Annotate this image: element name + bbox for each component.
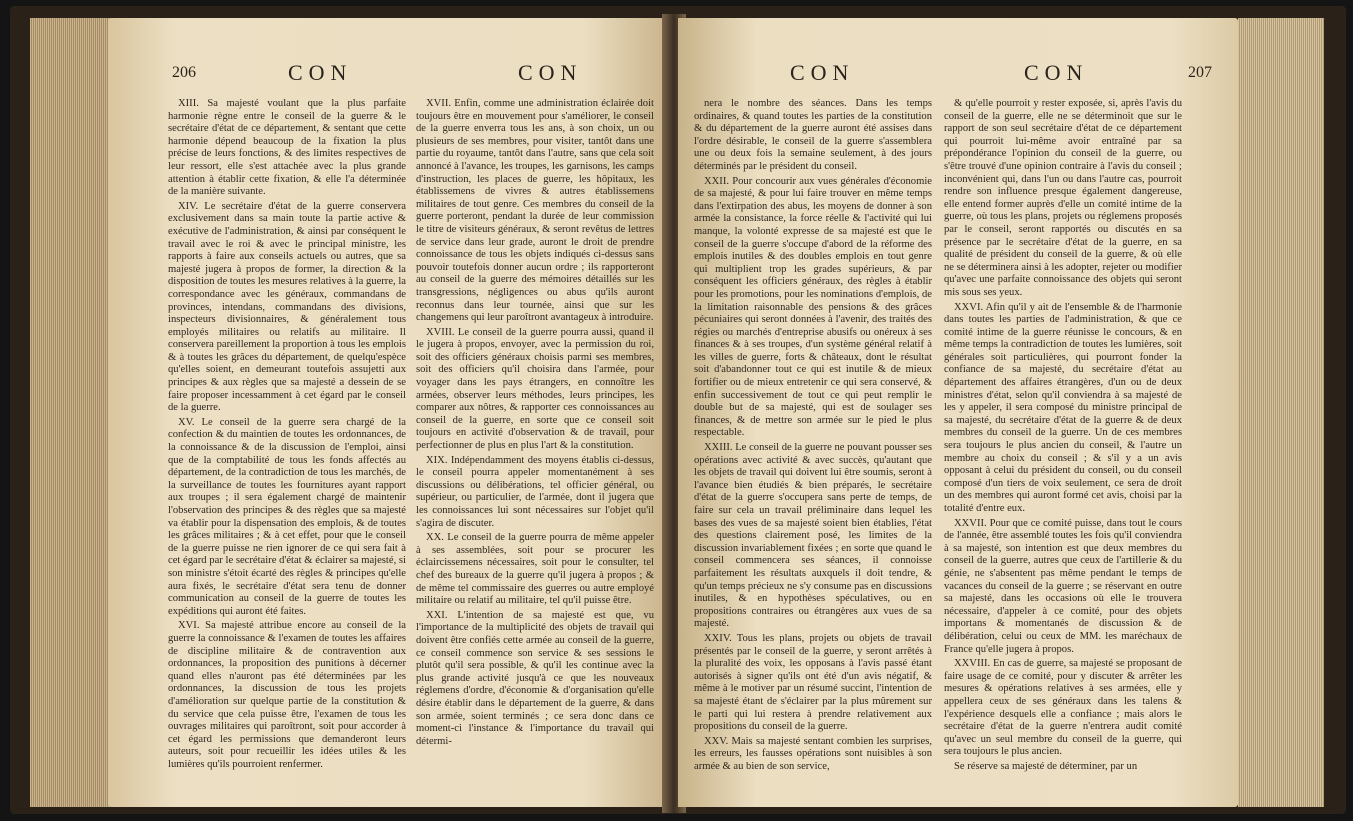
right-page	[678, 18, 1238, 807]
right-page-header	[678, 60, 1238, 90]
paragraph: XIX. Indépendamment des moyens établis ci-dessus, le conseil pourra appeler momentanément à ses discussions ou délibérations, tel officier général, ou supérieur, ou particulier, de l'armée, dont il jugera que les connoissances lui sont nécessaires sur l'objet qu'il s'agira de discuter.	[416, 454, 654, 529]
right-column-1	[694, 98, 932, 785]
right-header-word-2: CON	[1024, 60, 1089, 85]
right-column-2	[944, 98, 1182, 785]
left-page	[108, 18, 668, 807]
paragraph: XXVI. Afin qu'il y ait de l'ensemble & de l'harmonie dans toutes les parties de l'administration, & que ce comité intime de la guerre réunisse le concours, & en même temps la contradiction de toutes les lumières, soit générales soit particulières, qui pourront fonder la confiance de sa majesté, du secrétaire d'état au département des affaires étrangères, d'un ou de deux ministres d'état, selon qu'il conviendra à sa majesté de les y appeler, il sera composé du ministre principal de sa majesté, du secrétaire d'état de la guerre & de deux membres du conseil de la guerre. Un de ces membres sera toujours le plus ancien du conseil, & l'autre un membre au choix du conseil ; & s'il y a un avis opposant à celui du président du conseil, ou du conseil composé d'un tiers de voix seulement, ce sera de droit un des membres qui auront formé cet avis, choisi par la totalité d'entre eux.	[944, 301, 1182, 514]
paragraph: & qu'elle pourroit y rester exposée, si, après l'avis du conseil de la guerre, elle ne se déterminoit que sur le rapport de son seul secrétaire d'état de ce département qui pourroit lui-même avoir entraîné par sa prépondérance l'opinion du conseil de la guerre, ou s'être trouvé d'une opinion contraire à l'avis du conseil ; inconvénient qui, dans l'un ou dans l'autre cas, pourroit rendre son influence presque également dangereuse, elle entend former auprès d'elle un comité intime de la guerre, où tous les plans, projets ou réglemens proposés par le conseil, seront rapportés ou discutés en sa présence par le secrétaire d'état de la guerre, en sa qualité de président du conseil de la guerre, & où elle ne se déterminera ainsi à les adopter, rejeter ou modifier qu'avec une parfaite connoissance des objets qui seront mis sous ses yeux.	[944, 98, 1182, 298]
paragraph: XXVIII. En cas de guerre, sa majesté se proposant de faire usage de ce comité, pour y discuter & arrêter les mesures & opérations relatives à ses armées, elle y appellera ceux de ses généraux dans les talens & l'expérience desquels elle a confiance ; mais alors le secrétaire d'état de la guerre n'entrera audit comité qu'avec un seul membre du conseil de la guerre, qui sera toujours le plus ancien.	[944, 658, 1182, 758]
left-column-2	[416, 98, 654, 785]
paragraph: XIV. Le secrétaire d'état de la guerre conservera exclusivement dans sa main toute la partie active & exécutive de l'administration, & ainsi par conséquent le travail avec le roi & avec le principal ministre, les rapports à faire aux conseils actuels ou autres, que sa majesté jugera à propos de former, la direction & la disposition de toutes les mesures relatives à la guerre, la correspondance avec les généraux, commandans de provinces, intendans, commandans des divisions, inspecteurs divisionnaires, & généralement tous employés militaires ou relatifs au militaire. Il conservera pareillement la proportion à tous les emplois & à toutes les grâces du département, de quelqu'espèce qu'elles soient, en demeurant toutefois assujetti aux principes & aux règles que sa majesté a dessein de se faire proposer incessamment à cet égard par le conseil de la guerre.	[168, 200, 406, 414]
paragraph: XX. Le conseil de la guerre pourra de même appeler à ses assemblées, soit pour se procurer les éclaircissemens nécessaires, soit pour le consulter, tel chef des bureaux de la guerre qu'il jugera à propos ; & de même tel commissaire des guerres ou autre employé militaire ou relatif au militaire, tel qu'il puisse être.	[416, 532, 654, 607]
paragraph: XVIII. Le conseil de la guerre pourra aussi, quand il le jugera à propos, envoyer, avec la permission du roi, soit des officiers généraux choisis parmi ses membres, soit des officiers qu'il choisira dans l'armée, pour voyager dans les pays étrangers, en connoître les armées, observer leurs méthodes, leurs principes, les comparer aux nôtres, & rapporter ces connoissances au conseil de la guerre, en sorte que ce conseil soit toujours en activité d'observation & de travail, pour perfectionner de plus en plus l'art & la constitution.	[416, 326, 654, 452]
paragraph: XXVII. Pour que ce comité puisse, dans tout le cours de l'année, être assemblé toutes les fois qu'il conviendra à sa majesté, son intention est que deux membres du conseil de la guerre, autres que ceux de l'artillerie & du génie, ne s'absentent pas même pendant le temps de vacances du conseil de la guerre ; se réservant en outre sa majesté, dans les occasions où elle le trouvera nécessaire, d'appeler à ce comité, pour des objets importans & momentanés de discussion & de délibération, celui ou ceux de MM. les maréchaux de France qu'elle jugera à propos.	[944, 517, 1182, 655]
paragraph: XXI. L'intention de sa majesté est que, vu l'importance de la multiplicité des objets de travail qui doivent être confiés cette armée au conseil de la guerre, ce conseil commence son service & ses sessions le plutôt qu'il sera possible, & qu'il les continue avec la plus grande activité jusqu'à ce que les nouveaux réglemens d'ordre, d'économie & d'organisation qu'elle désire établir dans le département de la guerre, & dans son armée, soient terminés ; ce sera donc dans ce moment-ci l'instance & l'importance du travail qui détermi-	[416, 609, 654, 747]
paragraph: XIII. Sa majesté voulant que la plus parfaite harmonie règne entre le conseil de la guerre & le secrétaire d'état de ce département, & sentant que cette harmonie dépend beaucoup de la fixation la plus précise de leurs fonctions, & des limites respectives de leur ressort, elle s'est attachée avec la plus grande attention à établir cette fixation, & elle l'a déterminée de la manière suivante.	[168, 98, 406, 198]
left-column-1	[168, 98, 406, 785]
paragraph: XXIV. Tous les plans, projets ou objets de travail présentés par le conseil de la guerre, y seront arrêtés à la pluralité des voix, les opposans à l'avis passé étant autorisés à signer qu'ils ont été d'un avis négatif, & même à le motiver par un résumé succint, l'intention de sa majesté étant de s'éclairer par la plus mûrement sur le parti qui lui restera à prendre relativement aux propositions du conseil de la guerre.	[694, 632, 932, 733]
page-edges-right	[1238, 18, 1324, 807]
paragraph: XXV. Mais sa majesté sentant combien les surprises, les erreurs, les fausses opérations sont nuisibles à son armée & au bien de son service,	[694, 735, 932, 772]
right-page-number: 207	[1188, 64, 1212, 81]
left-header-word-1: CON	[288, 60, 353, 85]
paragraph: XVII. Enfin, comme une administration éclairée doit toujours être en mouvement pour s'améliorer, le conseil de la guerre enverra tous les ans, à son choix, un ou plusieurs de ses membres, pour visiter, tantôt dans une partie du royaume, tantôt dans l'autre, sans que cela soit annoncé à l'avance, les troupes, les garnisons, les camps d'instruction, les places de guerre, les hôpitaux, les établissemens de vivres & autres établissemens militaires de tout genre. Ces membres du conseil de la guerre porteront, pendant la durée de leur commission le titre de visiteurs généraux, & seront revêtus de lettres de service dans leur grade, auront le droit de prendre connoissance de tous les objets indiqués ci-dessus sans pouvoir toutefois donner aucun ordre ; ils rapporteront au conseil de la guerre des mémoires détaillés sur les transgressions, négligences ou abus qu'ils auront reconnus dans leur tournée, ainsi que sur les changemens qui leur paroîtront avantageux à introduire.	[416, 98, 654, 324]
paragraph: Se réserve sa majesté de déterminer, par un	[954, 760, 1138, 772]
left-page-header	[108, 60, 668, 90]
paragraph: XXIII. Le conseil de la guerre ne pouvant pousser ses opérations avec activité & avec succès, qu'autant que les objets de travail qui doivent lui être soumis, seront à l'avance bien étudiés & bien préparés, le secrétaire d'état de la guerre s'occupera sans perte de temps, de faire sur cela un travail préliminaire dans lequel les bases des vues de sa majesté soient bien établies, l'état des questions clairement posé, les limites de la discussion invariablement fixées ; en sorte que quand le conseil commencera ses séances, il connoisse parfaitement les résultats auxquels il doit tendre, & qu'un temps précieux ne s'y consume pas en discussions inutiles, & en hypothèses spéculatives, ou en propositions contraires ou étrangères aux vues de sa majesté.	[694, 442, 932, 630]
left-page-number: 206	[172, 64, 196, 81]
paragraph: nera le nombre des séances. Dans les temps ordinaires, & quand toutes les parties de la constitution & du département de la guerre auront été assises dans l'ordre désirable, le conseil de la guerre s'assemblera une ou deux fois la semaine seulement, à des jours déterminés par le président du conseil.	[694, 98, 932, 172]
paragraph: XXII. Pour concourir aux vues générales d'économie de sa majesté, & pour lui faire trouver en même temps dans l'extirpation des abus, les moyens de donner à son armée la consistance, la force réelle & l'activité qui lui manque, la volonté expresse de sa majesté est que le conseil de la guerre s'occupe d'abord de la réforme des emplois inutiles & des doubles emplois en tout genre qui multiplient trop les grades supérieurs, & par conséquent les officiers généraux, des règles à établir pour les promotions, pour les nominations d'emplois, de la limitation raisonnable des pensions & des grâces pécuniaires qui seront données à l'avenir, des traités des régies ou marchés d'entreprise abusifs ou onéreux à ses finances & à ses troupes, d'un système général relatif à les villes de guerre, forts & châteaux, dont le résultat soit d'abandonner tout ce qui est inutile & de mieux fortifier ou de mieux entretenir ce qui sera conservé, & enfin successivement de tout ce qui peut remplir le double but de sa majesté, qui est de soulager ses finances, & de mettre son armée sur le pied le plus respectable.	[694, 175, 932, 439]
paragraph: XV. Le conseil de la guerre sera chargé de la confection & du maintien de toutes les ordonnances, de la connoissance & de la discussion de l'emploi, ainsi que de la comptabilité de tous les fonds affectés au département, de la contradiction de tous les marchés, de la surveillance de toutes les fournitures ayant rapport aux troupes ; il sera également chargé de maintenir l'observation des principes & des règles que sa majesté va établir pour la dispensation des emplois, & de toutes les grâces militaires ; & à cet effet, pour que le conseil de la guerre puisse ne rien ignorer de ce qui sera fait à cet égard par le secrétaire d'état & éclairer sa majesté, si son ministre s'étoit écarté des règles & principes qu'elle aura fixés, le secrétaire d'état sera tenu de donner communication au conseil de la guerre de toutes les expéditions qui auront été faites.	[168, 416, 406, 617]
page-edges-left	[30, 18, 110, 807]
paragraph: XVI. Sa majesté attribue encore au conseil de la guerre la connoissance & l'examen de toutes les affaires de discipline militaire & de contravention aux ordonnances, la proposition des punitions à décerner quand elles n'auront pas été déterminées par les ordonnances, la discussion de tous les projets d'amélioration sur quelque partie de la constitution & du service que cela puisse être, l'examen de tous les ouvrages militaires qui paroîtront, soit pour accorder à cet égard les permissions que demanderont leurs auteurs, soit pour recueillir les idées utiles & les lumières qu'ils pourroient renfermer.	[168, 620, 406, 770]
right-header-word-1: CON	[790, 60, 855, 85]
left-header-word-2: CON	[518, 60, 583, 85]
